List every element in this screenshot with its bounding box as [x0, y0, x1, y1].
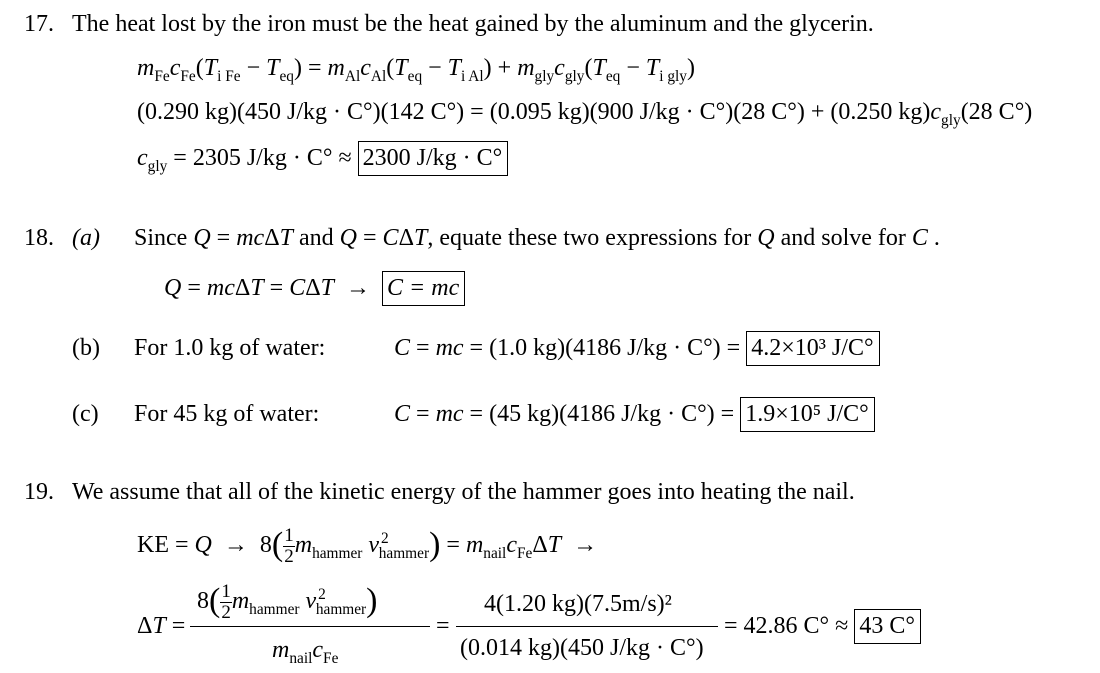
problem-19-energy-equation: KE = Q → 8( $\frac{1}{2}$ $m_{hammer}$ v $^2_{hammer}) = m_{nail}c_{Fe}\Delta T$ → [137, 525, 598, 567]
problem-19-equals: = [436, 613, 450, 639]
problem-19-numeric-fraction-bar [456, 626, 718, 627]
problem-18-part-a-equation: Q = mcΔT = CΔT → C = mc [164, 276, 465, 300]
problem-18-part-c-calc: C = mc = (45 kg)(4186 J/kg · C°) = 1.9×10⁵ J/C° [394, 402, 875, 426]
problem-19-delta-t-label: ΔT = [137, 613, 186, 639]
problem-17-result: $c_{gly} = 2305$ J/kg · C° ≈ 2300 J/kg · C° [137, 146, 508, 170]
problem-19-result: = 42.86 C° ≈ 43 C° [724, 614, 921, 638]
problem-18-part-a-label: (a) [72, 225, 100, 251]
problem-19-symbolic-denominator: $m_{nail}c_{Fe}$ [272, 637, 339, 667]
problem-18-part-b-boxed-answer: 4.2×10³ J/C° [746, 331, 879, 366]
problem-19-numeric-denominator: (0.014 kg)(450 J/kg · C°) [460, 635, 704, 661]
problem-18-part-a-text: Since Q = mcΔT and Q = CΔT, equate these two expressions for Q and solve for C . [134, 225, 940, 251]
problem-19-symbolic-fraction-bar [190, 626, 430, 627]
problem-19-symbolic-numerator: 8( $\frac{1}{2}$ $m_{hammer}$ v $^2_{hammer}$) [197, 581, 378, 623]
problem-17-number: 17. [24, 11, 54, 37]
problem-18-number: 18. [24, 225, 54, 251]
problem-18-part-a-boxed-answer: C = mc [382, 271, 465, 306]
problem-18-part-c-text: For 45 kg of water: [134, 401, 320, 427]
problem-19-boxed-answer: 43 C° [854, 609, 921, 644]
problem-19-number: 19. [24, 479, 54, 505]
problem-17-boxed-answer: 2300 J/kg · C° [358, 141, 509, 176]
problem-17-numeric-line: (0.290 kg)(450 J/kg · C°)(142 C°) = (0.095 kg)(900 J/kg · C°)(28 C°) + (0.250 $kg)c_{gly}(28$ C°) [137, 99, 1033, 129]
problem-18-part-b-calc: C = mc = (1.0 kg)(4186 J/kg · C°) = 4.2×10³ J/C° [394, 336, 880, 360]
problem-19-numeric-numerator: 4(1.20 kg)(7.5m/s)² [484, 591, 672, 617]
problem-17-statement: The heat lost by the iron must be the heat gained by the aluminum and the glycerin. [72, 11, 874, 37]
problem-18-part-c-boxed-answer: 1.9×10⁵ J/C° [740, 397, 875, 432]
problem-17-equation: $m_{Fe}c_{Fe}(T_{i Fe} - T_{eq}) = m_{Al}c_{Al}(T_{eq} - T_{i Al}) + m_{gly}c_{gly}(T_{eq} - T_{i gly})$ [137, 55, 695, 85]
problem-18-part-b-text: For 1.0 kg of water: [134, 335, 326, 361]
problem-18-part-c-label: (c) [72, 401, 99, 427]
problem-18-part-b-label: (b) [72, 335, 100, 361]
problem-19-statement: We assume that all of the kinetic energy of the hammer goes into heating the nail. [72, 479, 855, 505]
